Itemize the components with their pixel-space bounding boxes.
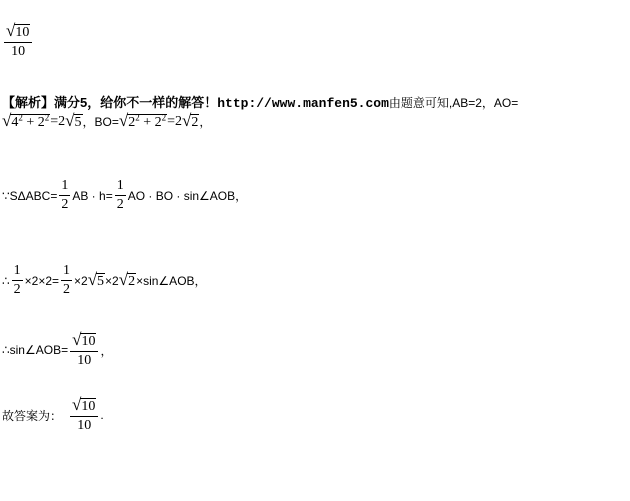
site-url: http://www.manfen5.com (217, 96, 389, 111)
analysis-intro: 由题意可知,AB=2，AO= (388, 96, 519, 110)
sqrt2: √ 2 (118, 270, 136, 289)
sin-result: ∴sin∠AOB= √ 10 10 ， (2, 330, 113, 368)
answer-denominator: 10 (11, 44, 26, 59)
bo-equals: =2 (167, 113, 183, 129)
sqrt-symbol: √ 10 (6, 21, 30, 40)
ao-result-sqrt: √ 5 (65, 111, 82, 130)
substitution-equation: ∴ $\frac{1}{2}$ ×2×2= $\frac{1}{2}$ ×2 √ 5 ×2 √ 2 ×sin∠AOB， (2, 263, 207, 297)
area-lead: ∵SΔABC= (2, 188, 58, 203)
final-answer: 故答案为： √ 10 10 . (2, 395, 104, 433)
answer-fraction (2, 22, 34, 60)
answer-radicand: 10 (15, 25, 30, 40)
sqrt5: √ 5 (87, 270, 105, 289)
ao-sqrt: √ $4^2 + 2^2$ (2, 111, 50, 130)
analysis-line-2: √ $4^2 + 2^2$ =2 √ 5 ，BO= √ $2^2 + 2^2$ =2 √ 2 ， (2, 111, 212, 130)
analysis-line-1 (2, 92, 518, 111)
ao-equals: =2 (50, 113, 66, 129)
area-mid: AB · h= (72, 188, 113, 203)
bo-label: ，BO= (82, 115, 119, 129)
area-tail: AO · BO · sin∠AOB， (127, 189, 248, 203)
bo-sqrt: √ $2^2 + 2^2$ (118, 111, 167, 130)
bo-result-sqrt: √ 2 (182, 111, 199, 130)
area-equation: ∵SΔABC= $\frac{1}{2}$ AB · h= $\frac{1}{2}$ AO · BO · sin∠AOB， (2, 178, 248, 212)
final-lead: 故答案为： (2, 408, 63, 423)
promo-text: 满分5，给你不一样的解答！ (54, 95, 218, 110)
analysis-tag: 【解析】 (2, 95, 55, 110)
